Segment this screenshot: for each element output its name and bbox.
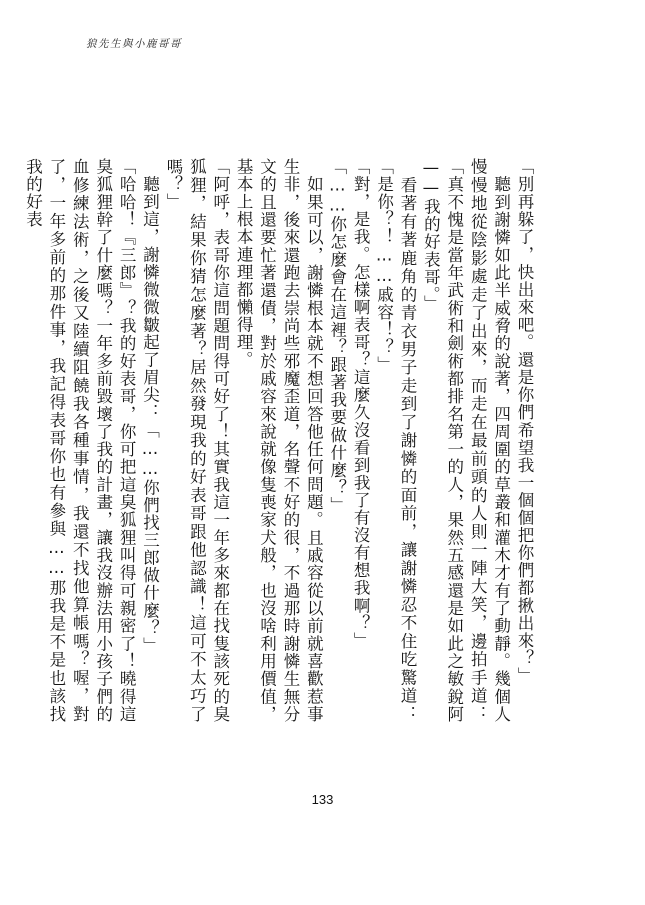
paragraph: 「阿呼，表哥你這問題問得可好了！其實我這一年多來都在找隻該死的臭狐狸，結果你猜怎麼著？居然發現我的好表哥跟他認識！這可不太巧了嗎？」 [163, 158, 230, 723]
paragraph: 看著有著鹿角的青衣男子走到了謝憐的面前，讓謝憐忍不住吃驚道：「是你？！……戚容！？」 [374, 158, 417, 723]
paragraph: 如果可以，謝憐根本就不想回答他任何問題。且戚容從以前就喜歡惹事生非，後來還跑去崇尚些邪魔歪道，名聲不好的很，不過那時謝憐生無分文的且還要忙著還債，對於戚容來說就像隻喪家犬般，也沒啥利用價值，基本上根本連理都懶得理。 [234, 158, 324, 723]
paragraph: 「對，是我。怎樣啊表哥？這麼久沒看到我了有沒有想我啊？」 [351, 158, 371, 650]
body-text [23, 158, 536, 723]
running-header: 狼先生與小鹿哥哥 [86, 38, 182, 50]
paragraph: 聽到這，謝憐微微皺起了眉尖：「……你們找三郎做什麼？」 [140, 158, 160, 655]
page-number: 133 [311, 792, 334, 807]
paragraph: 「……你怎麼會在這裡？跟著我要做什麼？」 [327, 158, 347, 514]
paragraph: 聽到謝憐如此半威脅的說著，四周圍的草叢和灌木才有了動靜。幾個人慢慢地從陰影處走了出來，而走在最前頭的人則一陣大笑，邊拍手道：「真不愧是當年武術和劍術都排名第一的人，果然五感還是如此之敏銳阿——我的好表哥。」 [421, 158, 511, 723]
paragraph: 「別再躲了，快出來吧。還是你們希望我一個個把你們都揪出來？」 [515, 158, 534, 685]
paragraph: 「哈哈！『三郎』？我的好表哥，你可把這臭狐狸叫得可親密了！曉得這臭狐狸幹了什麼嗎？一年多前毀壞了我的計畫，讓我沒辦法用小孩子們的血修練法術，之後又陸續阻饒我各種事情，我還不找他算帳嗎？喔，對了，一年多前的那件事，我記得表哥你也有參與……那我是不是也該找我的好表 [23, 158, 137, 723]
